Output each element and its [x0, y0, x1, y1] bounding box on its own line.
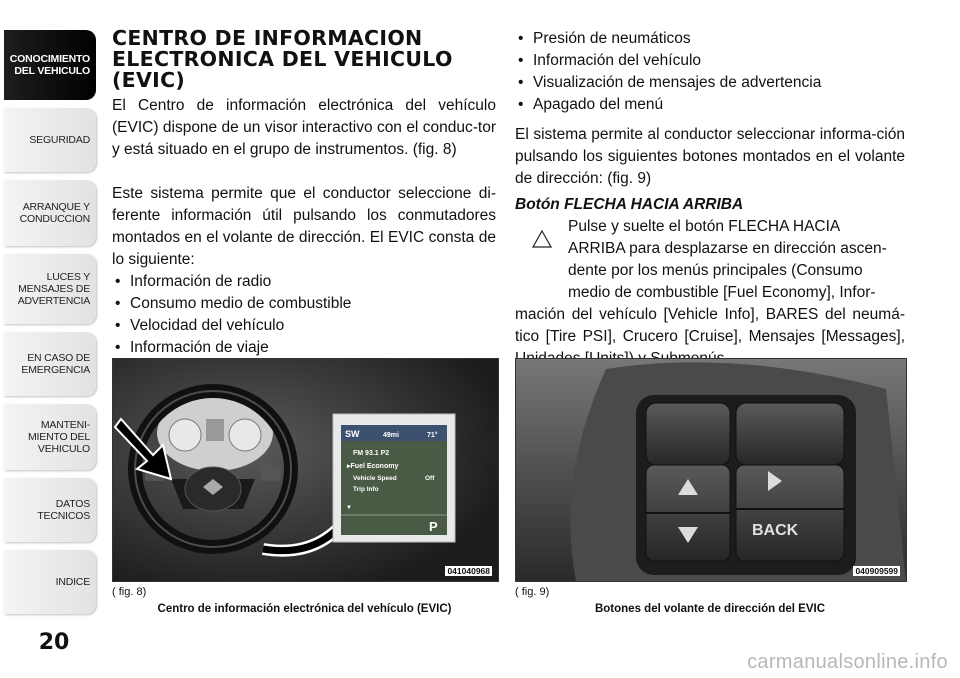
svg-text:▼: ▼ — [346, 505, 352, 511]
figure-8-caption: Centro de información electrónica del vehículo (EVIC) — [157, 603, 452, 615]
up-arrow-description — [515, 216, 905, 304]
heading-line-1: CENTRO DE INFORMACION — [112, 26, 423, 50]
upper-left-button[interactable] — [646, 403, 730, 465]
up-arrow-continued: mación del vehículo [Vehicle Info], BARES del neumá-tico [Tire PSI], Crucero [Cruise], Mensajes [Messages], — [515, 306, 905, 345]
list-item: • Información de viaje — [112, 337, 496, 359]
list-item: • Información de radio — [112, 271, 496, 293]
back-button-label: BACK — [752, 522, 799, 539]
tab-seguridad[interactable]: SEGURIDAD — [4, 108, 96, 172]
heading-line-2: ELECTRONICA DEL VEHICULO (EVIC) — [112, 47, 453, 92]
menu-item-vehicle-speed: Vehicle Speed — [353, 475, 397, 482]
up-arrow-icon — [532, 230, 552, 248]
menu-item-trip-info: Trip Info — [353, 486, 379, 493]
steering-wheel-illustration — [113, 359, 498, 581]
selection-paragraph: El sistema permite al conductor seleccionar informa-ción pulsando los siguientes botones montados en el volante de dirección: (fig. 9) — [515, 126, 905, 187]
menu-selected-item: ▸Fuel Economy — [347, 463, 399, 470]
evic-feature-list-continued — [515, 28, 905, 116]
list-item: • Apagado del menú — [515, 94, 905, 116]
right-back-button[interactable] — [736, 465, 844, 561]
tab-conocimiento-del-vehiculo[interactable]: CONOCIMIENTO DEL VEHICULO — [4, 30, 96, 100]
tab-datos-tecnicos[interactable]: DATOS TECNICOS — [4, 478, 96, 542]
up-arrow-subheading: Botón FLECHA HACIA ARRIBA — [515, 196, 744, 213]
indented-line: ARRIBA para desplazarse en dirección ascen- — [568, 240, 887, 257]
radio-readout: FM 93.1 P2 — [353, 450, 390, 457]
list-item: • Información del vehículo — [515, 50, 905, 72]
intro-paragraph: El Centro de información electrónica del vehículo (EVIC) dispone de un visor interactivo con el conduc-tor y está situado en el grupo de instrumentos. (fig. 8) — [112, 97, 496, 158]
indented-line: medio de combustible [Fuel Economy], Infor- — [568, 284, 876, 301]
left-column — [112, 28, 496, 359]
watermark: carmanualsonline.info — [747, 651, 948, 673]
figure-code: 040909599 — [855, 566, 898, 576]
compass-readout: SW — [345, 429, 360, 439]
gear-indicator: P — [429, 519, 438, 534]
figure-code: 041040968 — [447, 566, 490, 576]
section-tabs-sidebar — [0, 0, 100, 640]
tab-en-caso-de-emergencia[interactable]: EN CASO DE EMERGENCIA — [4, 332, 96, 396]
list-item: • Presión de neumáticos — [515, 28, 905, 50]
tab-indice[interactable]: INDICE — [4, 550, 96, 614]
right-column — [515, 28, 905, 370]
section-heading — [112, 28, 496, 91]
temperature-readout: 71° — [427, 432, 438, 439]
figure-9-caption: Botones del volante de dirección del EVIC — [594, 603, 826, 615]
tab-luces-y-mensajes[interactable]: LUCES Y MENSAJES DE ADVERTENCIA — [4, 254, 96, 324]
figure-9-image — [515, 358, 907, 582]
list-item: • Velocidad del vehículo — [112, 315, 496, 337]
tab-mantenimiento[interactable]: MANTENI-MIENTO DEL VEHICULO — [4, 404, 96, 470]
figure-8-label: ( fig. 8) — [112, 586, 147, 598]
tab-arranque-y-conduccion[interactable]: ARRANQUE Y CONDUCCION — [4, 180, 96, 246]
list-item: • Consumo medio de combustible — [112, 293, 496, 315]
upper-right-button[interactable] — [736, 403, 844, 465]
menu-item-value: Off — [425, 475, 435, 482]
figure-9-label: ( fig. 9) — [515, 586, 550, 598]
indented-line: dente por los menús principales (Consumo — [568, 262, 863, 279]
steering-buttons-illustration — [516, 359, 906, 581]
indented-line: Pulse y suelte el botón FLECHA HACIA — [568, 218, 841, 235]
range-readout: 49mi — [383, 432, 399, 439]
system-paragraph: Este sistema permite que el conductor seleccione di-ferente información útil pulsando los conmutadores montados en el volante de dirección. El EVIC consta de lo siguiente: — [112, 185, 496, 268]
figure-8-image — [112, 358, 499, 582]
list-item: • Visualización de mensajes de advertencia — [515, 72, 905, 94]
evic-feature-list — [112, 271, 496, 359]
page-number: 20 — [38, 630, 70, 655]
